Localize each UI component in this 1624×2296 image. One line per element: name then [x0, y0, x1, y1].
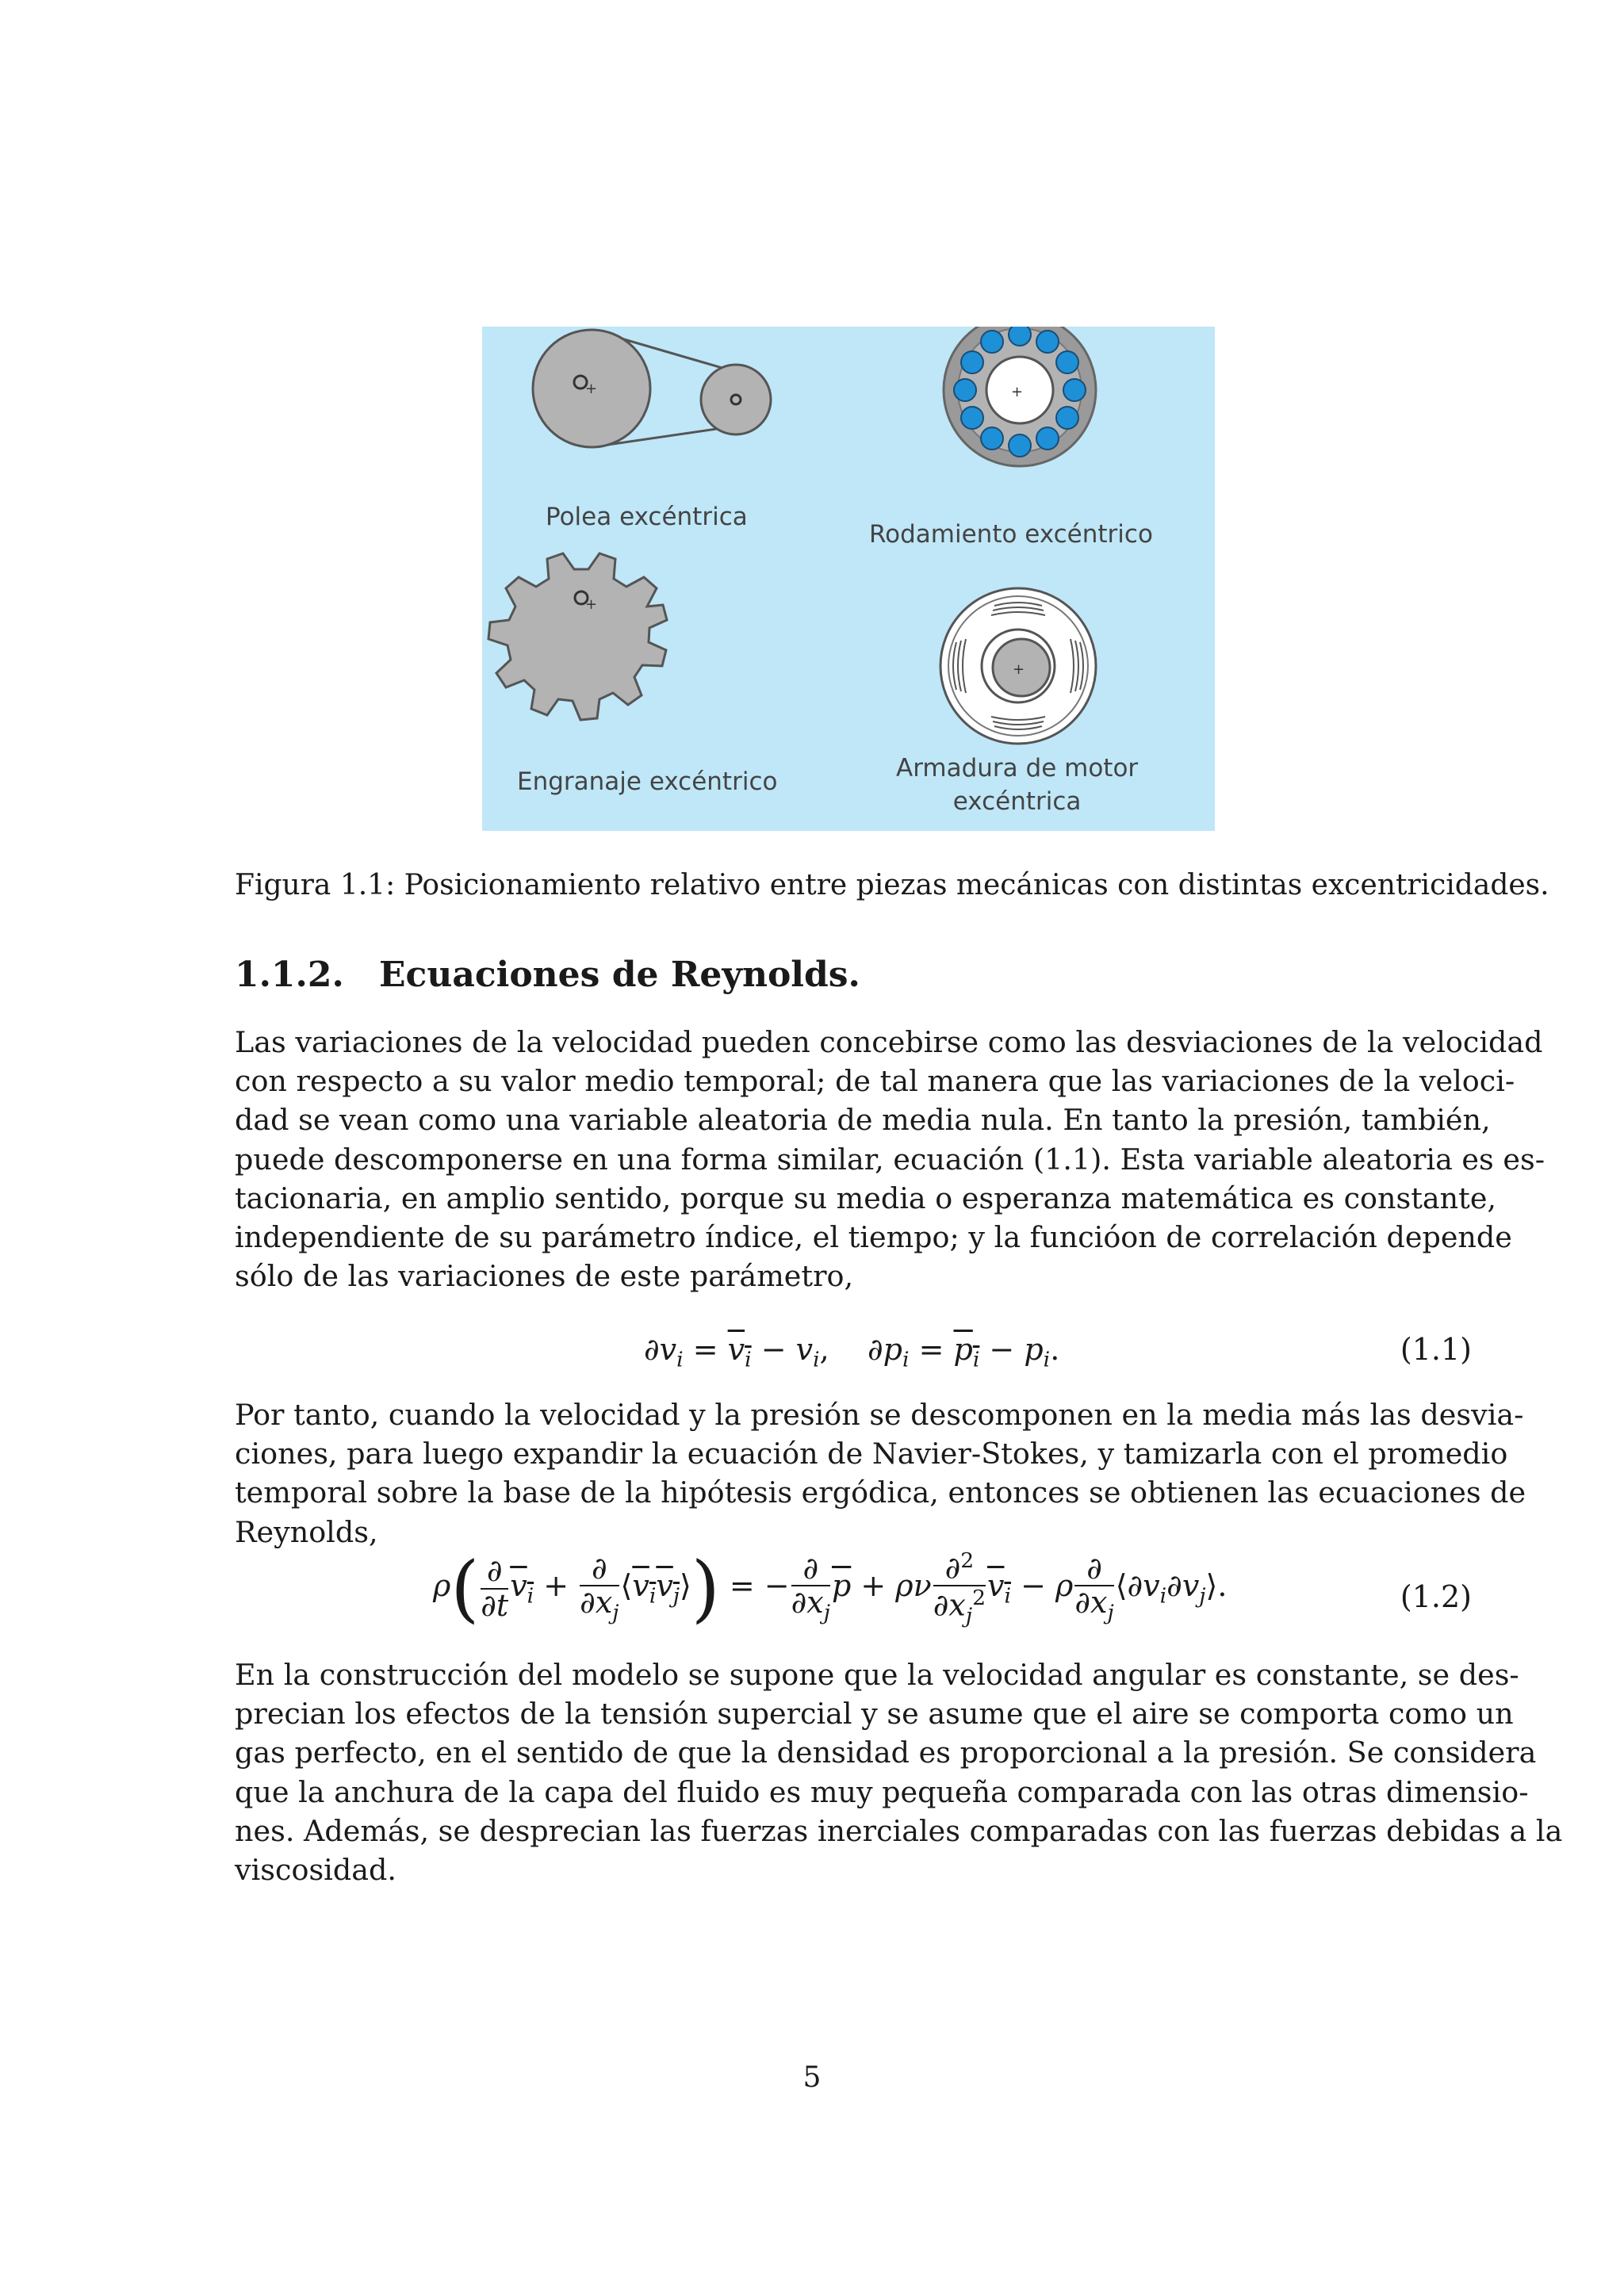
- paragraph-line: nes. Además, se desprecian las fuerzas inerciales comparadas con las fuerzas debidas a la: [235, 1813, 1563, 1848]
- section-number: 1.1.2.: [235, 955, 344, 995]
- paragraph-line: puede descomponerse en una forma similar, ecuación (1.1). Esta variable aleatoria es es-: [235, 1142, 1545, 1177]
- paragraph-line: Reynolds,: [235, 1514, 378, 1549]
- equation-1-1-body: $\partial v_i = v_i - v_i$, $\partial p_i = p_i - p_i$.: [644, 1332, 1060, 1372]
- equation-1-1: [235, 1332, 1472, 1380]
- equation-1-2-body: ρ( $\frac{\partial}{\partial t}$ $v_i$ + $\frac{\partial}{\partial x_j}$ $⟨v_iv_j⟩$) = − $\frac{\partial}{\partial x_j}$ $\overline{p} + \rho\nu$ $\frac{\partial^2}{\partial x_j^2}$ $v_i - \rho$ $\frac{\partial}{\partial x_j}$ $⟨\partial v_i\partial v_j⟩$.: [433, 1546, 1228, 1631]
- figure-illustration: [482, 327, 1215, 831]
- paragraph-1: [235, 1023, 1545, 1295]
- equation-1-2-number: (1.2): [1400, 1579, 1472, 1614]
- paragraph-line: Por tanto, cuando la velocidad y la presión se descomponen en la media más las desvia-: [235, 1398, 1524, 1432]
- page-number: 5: [802, 2061, 822, 2094]
- gear-drawing: [488, 553, 667, 720]
- paragraph-line: sólo de las variaciones de este parámetro,: [235, 1259, 854, 1294]
- motor-label-line2: excéntrica: [952, 787, 1082, 816]
- gear-label: Engranaje excéntrico: [517, 767, 778, 796]
- paragraph-line: dad se vean como una variable aleatoria de media nula. En tanto la presión, también,: [235, 1103, 1491, 1138]
- figure-caption: Figura 1.1: Posicionamiento relativo entre piezas mecánicas con distintas excentricidades.: [235, 869, 1549, 901]
- paragraph-line: ciones, para luego expandir la ecuación de Navier-Stokes, y tamizarla con el promedio: [235, 1437, 1508, 1471]
- bearing-drawing: [944, 327, 1096, 466]
- svg-text:+: +: [1013, 661, 1025, 678]
- paragraph-3: [235, 1655, 1563, 1889]
- equation-1-2: [235, 1546, 1472, 1641]
- paragraph-line: En la construcción del modelo se supone que la velocidad angular es constante, se des-: [235, 1658, 1519, 1692]
- pulley-drawing: [533, 330, 771, 447]
- svg-text:+: +: [585, 596, 598, 613]
- svg-text:+: +: [585, 381, 598, 397]
- bearing-label: Rodamiento excéntrico: [869, 520, 1153, 549]
- paragraph-line: precian los efectos de la tensión supercial y se asume que el aire se comporta como un: [235, 1697, 1514, 1732]
- motor-armature-drawing: [940, 588, 1096, 744]
- section-title: Ecuaciones de Reynolds.: [379, 955, 860, 995]
- paragraph-line: independiente de su parámetro índice, el tiempo; y la funcióon de correlación depende: [235, 1220, 1512, 1255]
- paragraph-2: [235, 1395, 1526, 1552]
- section-heading: [235, 955, 860, 995]
- paragraph-line: con respecto a su valor medio temporal; de tal manera que las variaciones de la veloci-: [235, 1064, 1515, 1099]
- paragraph-line: Las variaciones de la velocidad pueden concebirse como las desviaciones de la velocidad: [235, 1025, 1543, 1059]
- equation-1-1-number: (1.1): [1400, 1332, 1472, 1367]
- paragraph-line: viscosidad.: [235, 1853, 396, 1888]
- paragraph-line: tacionaria, en amplio sentido, porque su media o esperanza matemática es constante,: [235, 1181, 1497, 1215]
- paragraph-line: que la anchura de la capa del fluido es muy pequeña comparada con las otras dimensio-: [235, 1774, 1529, 1809]
- paragraph-line: temporal sobre la base de la hipótesis ergódica, entonces se obtienen las ecuaciones de: [235, 1475, 1526, 1510]
- motor-label-line1: Armadura de motor: [896, 754, 1139, 783]
- svg-text:+: +: [1011, 384, 1024, 400]
- pulley-label: Polea excéntrica: [546, 503, 748, 531]
- paragraph-line: gas perfecto, en el sentido de que la densidad es proporcional a la presión. Se considera: [235, 1735, 1537, 1770]
- motor-label: [896, 752, 1138, 818]
